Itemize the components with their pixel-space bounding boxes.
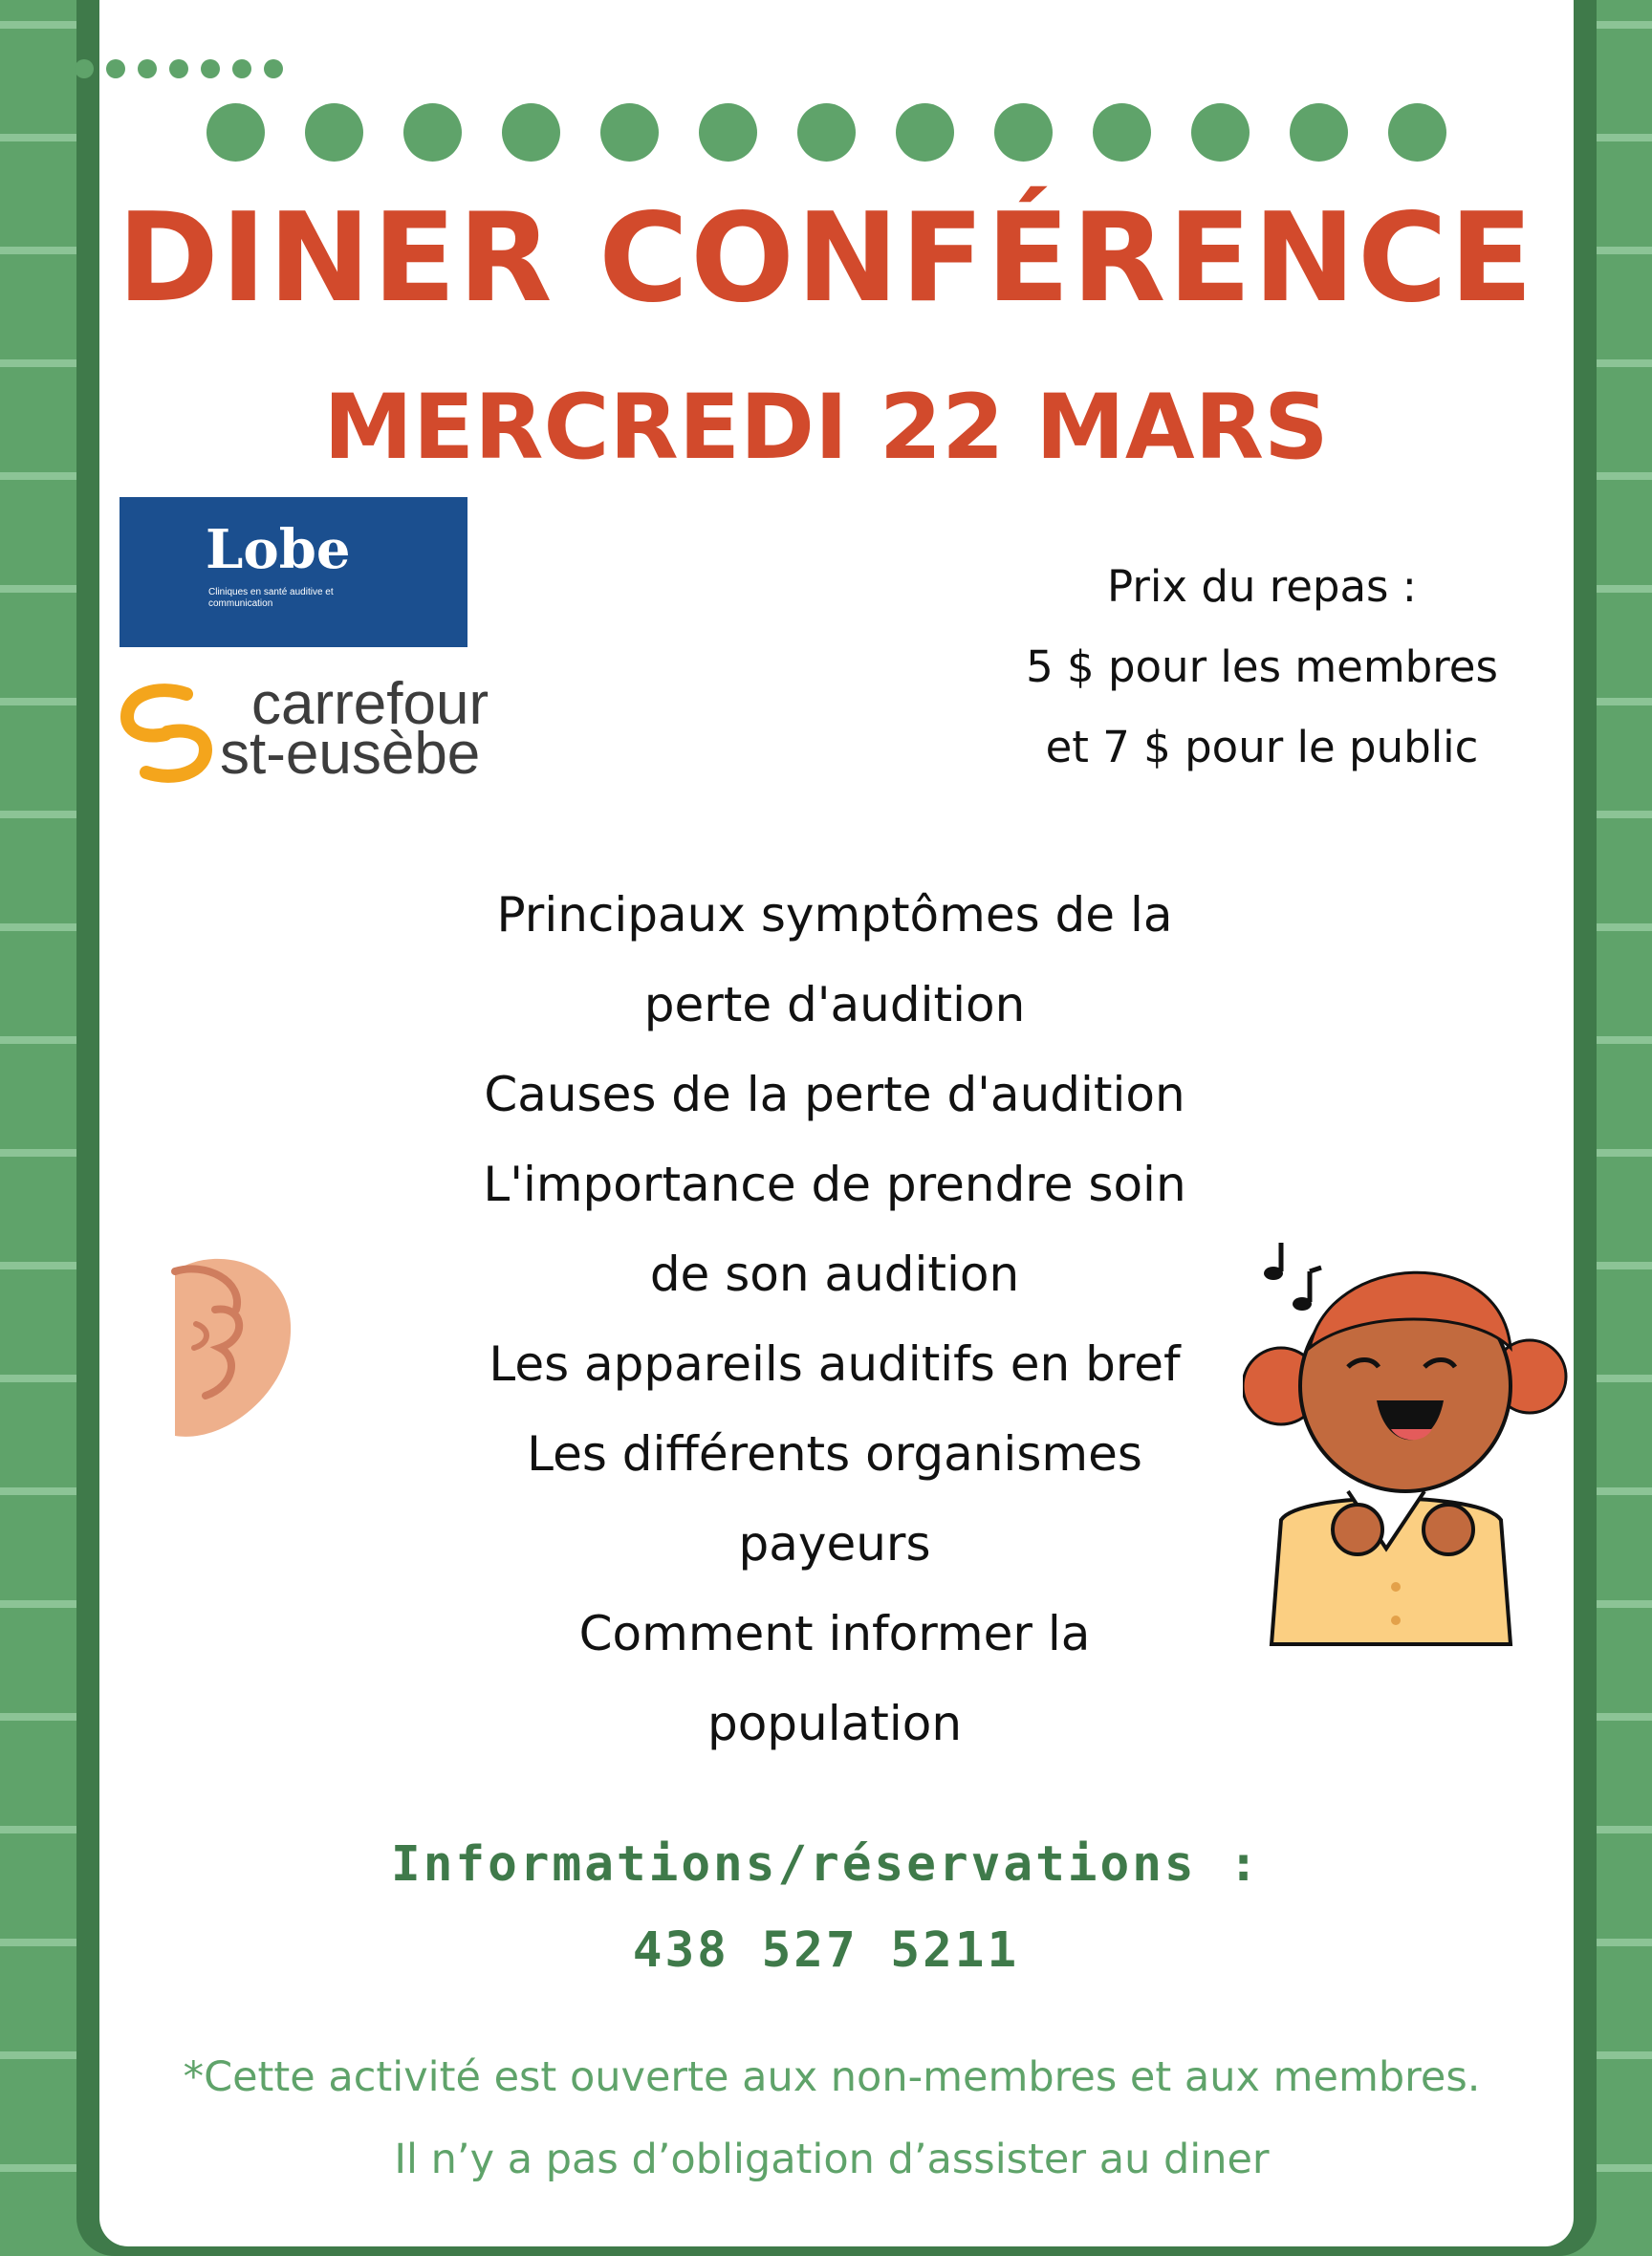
carrefour-logo-line1: carrefour — [251, 671, 489, 737]
topic-line: Causes de la perte d'audition — [484, 1067, 1185, 1122]
small-dots-decoration — [75, 59, 283, 78]
topic-line: Les appareils auditifs en bref — [489, 1336, 1181, 1392]
lobe-logo-subtitle: Cliniques en santé auditive et communication — [208, 587, 334, 609]
topic-line: Les différents organismes — [527, 1426, 1142, 1482]
event-date: MERCREDI 22 MARS — [323, 376, 1329, 480]
big-dots-decoration — [206, 103, 1446, 162]
note-line2: Il n’y a pas d’obligation d’assister au diner — [394, 2136, 1270, 2183]
topic-line: Principaux symptômes de la — [496, 887, 1173, 943]
contact-label: Informations/réservations : — [390, 1836, 1262, 1893]
ear-icon — [167, 1252, 301, 1453]
carrefour-logo — [120, 669, 540, 793]
carrefour-logo-line2: st-eusèbe — [220, 721, 481, 787]
topic-line: L'importance de prendre soin — [483, 1157, 1186, 1212]
contact-phone[interactable]: 438 527 5211 — [632, 1922, 1020, 1979]
carrefour-logo-mark-icon — [120, 681, 215, 786]
music-notes-icon — [1264, 1243, 1321, 1311]
price-heading: Prix du repas : — [1107, 561, 1417, 612]
topic-line: de son audition — [649, 1247, 1020, 1302]
price-members: 5 $ pour les membres — [1026, 641, 1498, 692]
topic-line: Comment informer la — [578, 1606, 1091, 1661]
lobe-logo — [120, 497, 467, 647]
meal-price — [975, 547, 1549, 788]
poster-title: DINER CONFÉRENCE — [117, 187, 1535, 330]
lobe-logo-name: Lobe — [206, 518, 351, 581]
note-line1: *Cette activité est ouverte aux non-membres et aux membres. — [183, 2053, 1481, 2101]
singing-girl-illustration — [1243, 1233, 1577, 1654]
activity-note — [86, 2036, 1577, 2201]
topic-line: population — [706, 1696, 963, 1751]
price-public: et 7 $ pour le public — [1045, 722, 1479, 772]
contact-info — [0, 1822, 1652, 1994]
topic-line: perte d'audition — [643, 977, 1026, 1032]
topics-list — [400, 870, 1270, 1768]
topic-line: payeurs — [738, 1516, 931, 1572]
